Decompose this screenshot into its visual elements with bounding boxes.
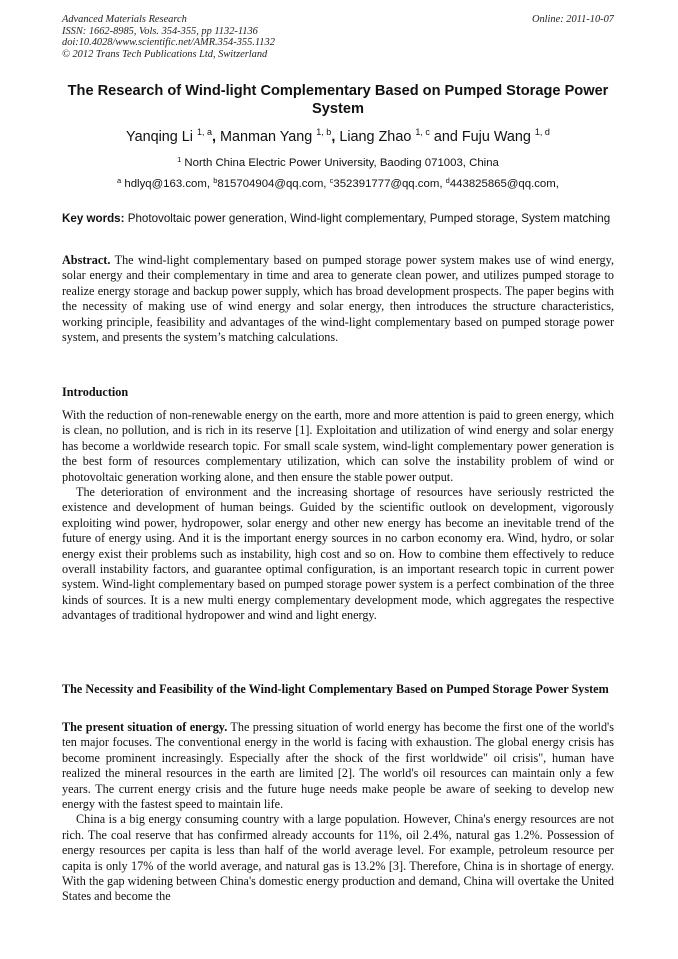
- author-separator: ,: [212, 129, 221, 145]
- paragraph-text: The pressing situation of world energy has become the first one of the world's ten major focuses. The conventional energy in the world is facing with exhaustion. The global energy crisis has become prominent increasingly. Especially after the shock of the first worldwide" oil crisis", human have realized the mineral resources in the earth are limited [2]. The world's oil resources can maintain only a few years. The current energy crisis and the future huge needs make people be aware of seeking to develop new energy with the fastest speed to maintain life.: [62, 720, 614, 812]
- email-address: 443825865@qq.com,: [449, 178, 559, 190]
- author-affil-marker: 1, b: [316, 127, 332, 137]
- email-marker: b: [213, 176, 218, 185]
- journal-header: [62, 14, 614, 60]
- author-name: Liang Zhao: [339, 129, 412, 145]
- copyright-line: © 2012 Trans Tech Publications Ltd, Switzerland: [62, 48, 268, 60]
- doi-line: doi:10.4028/www.scientific.net/AMR.354-355.1132: [62, 37, 275, 49]
- necessity-body: [62, 720, 614, 905]
- author-separator: and: [429, 129, 462, 145]
- introduction-body: [62, 408, 614, 624]
- email-address: hdlyq@163.com,: [121, 178, 214, 190]
- paragraph: With the reduction of non-renewable energy on the earth, more and more attention is paid to green energy, which is clean, no pollution, and is rich in its reserve [1]. Exploitation and utilization of wind energy and solar energy has become a worldwide research topic. For small scale system, wind-light complementary power generation is the best form of resources complementary utilization, which can solve the instability problem of wind or photovoltaic generation working alone, and then ensure the stable power output.: [62, 408, 614, 484]
- email-address: 815704904@qq.com,: [217, 178, 330, 190]
- affiliation: [62, 156, 614, 170]
- author-affil-marker: 1, a: [197, 127, 213, 137]
- author-list: [62, 128, 614, 146]
- online-date: Online: 2011-10-07: [531, 14, 614, 25]
- keywords-label: Key words:: [62, 212, 125, 225]
- section-heading-necessity: The Necessity and Feasibility of the Wind-light Complementary Based on Pumped Storage Power System: [62, 682, 609, 696]
- abstract-label: Abstract.: [62, 253, 111, 267]
- email-marker: a: [117, 176, 122, 185]
- section-heading-introduction: Introduction: [62, 385, 129, 399]
- issn-line: ISSN: 1662-8985, Vols. 354-355, pp 1132-1136: [62, 25, 258, 37]
- keywords: [62, 211, 614, 227]
- paper-title: The Research of Wind-light Complementary Based on Pumped Storage Power System: [67, 83, 609, 117]
- email-marker: d: [445, 176, 450, 185]
- affil-text: North China Electric Power University, Baoding 071003, China: [181, 157, 499, 169]
- author-name: Fuju Wang: [461, 129, 531, 145]
- keywords-text: Photovoltaic power generation, Wind-light complementary, Pumped storage, System matching: [124, 212, 611, 225]
- email-address: 352391777@qq.com,: [333, 178, 446, 190]
- paragraph: China is a big energy consuming country with a large population. However, China's energy resources are not rich. The coal reserve that has confirmed already accounts for 11%, oil 2.4%, natural gas 1.2%. Possession of energy resources per capita is less than half of the world average level. For example, petroleum resource per capita is only 17% of the world average, and natural gas is 13.2% [3]. Therefore, China is in shortage of energy. With the gap widening between China's domestic energy production and demand, China will overtake the United States and become the: [62, 812, 614, 904]
- abstract: [62, 253, 614, 345]
- author-separator: ,: [331, 129, 340, 145]
- author-name: Yanqing Li: [126, 129, 193, 145]
- paragraph: The deterioration of environment and the increasing shortage of resources have seriously restricted the existence and development of human beings. Guided by the scientific outlook on development, vigorously exploiting wind power, hydropower, solar energy and other new energy has become an inevitable trend of the future of energy using. And it is the important energy sources in no carbon economy era. Wind, hydro, or solar energy exist their problems such as instability, high cost and so on. How to combine them effectively to reduce overall instability factors, and guarantee optimal configuration, is an important research topic in current power system. Wind-light complementary based on pumped storage power system is a perfect combination of the three kinds of sources. It is a new multi energy complementary development mode, which aggregates the respective advantages of traditional hydropower and wind and light energy.: [62, 485, 614, 623]
- abstract-text: The wind-light complementary based on pumped storage power system makes use of wind energy, solar energy and their complementary in time and area to generate clean power, and utilizes pumped storage to realize energy storage and backup power supply, which has broad development prospects. The paper begins with the necessity of making use of wind energy and solar energy, then introduces the structure characteristics, working principle, feasibility and advantages of the wind-light complementary based on pumped storage power system, and presents the system’s matching calculations.: [62, 253, 614, 345]
- author-affil-marker: 1, d: [534, 127, 550, 137]
- subsection-lead: The present situation of energy.: [62, 720, 228, 734]
- email-marker: c: [329, 176, 334, 185]
- author-name: Manman Yang: [220, 129, 313, 145]
- author-affil-marker: 1, c: [415, 127, 430, 137]
- author-emails: [62, 177, 614, 191]
- journal-name: Advanced Materials Research: [62, 14, 187, 25]
- affil-marker: 1: [177, 155, 182, 164]
